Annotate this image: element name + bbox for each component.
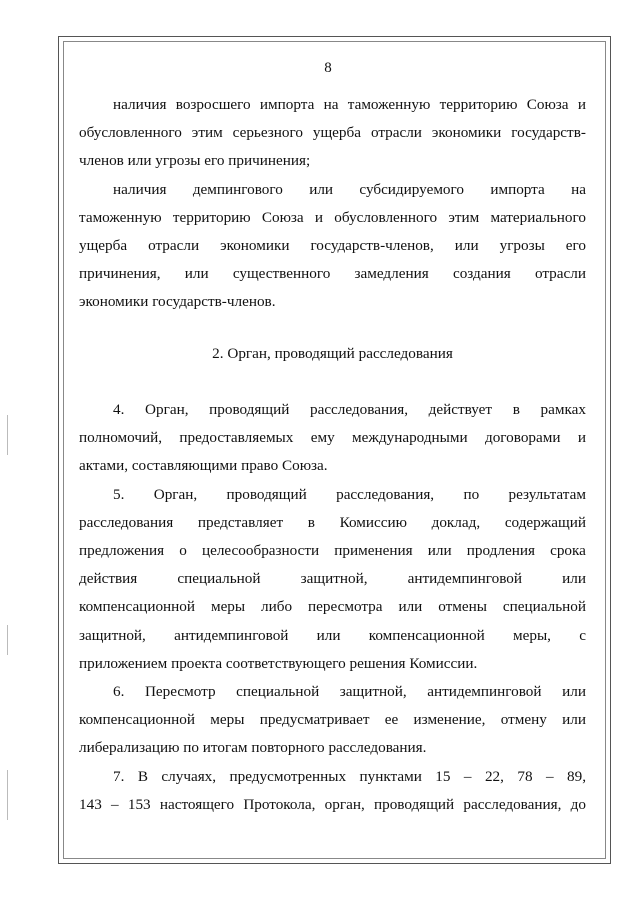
text-line: действия специальной защитной, антидемпинговой или: [79, 570, 586, 587]
text-line: причинения, или существенного замедления создания отрасли: [79, 265, 586, 282]
section-heading: 2. Орган, проводящий расследования: [212, 345, 453, 362]
text-line: расследования представляет в Комиссию доклад, содержащий: [79, 514, 586, 531]
margin-mark: [7, 415, 8, 455]
text-line: экономики государств-членов.: [79, 293, 276, 310]
text-line: 5. Орган, проводящий расследования, по результатам: [113, 486, 586, 503]
text-line: полномочий, предоставляемых ему международными договорами и: [79, 429, 586, 446]
text-line: предложения о целесообразности применения или продления срока: [79, 542, 586, 559]
text-line: 6. Пересмотр специальной защитной, антидемпинговой или: [113, 683, 586, 700]
margin-mark: [7, 770, 8, 820]
text-line: обусловленного этим серьезного ущерба отрасли экономики государств-: [79, 124, 586, 141]
text-line: наличия демпингового или субсидируемого импорта на: [113, 181, 586, 198]
text-line: 143 – 153 настоящего Протокола, орган, проводящий расследования, до: [79, 796, 586, 813]
text-line: компенсационной меры либо пересмотра или отмены специальной: [79, 598, 586, 615]
text-line: приложением проекта соответствующего решения Комиссии.: [79, 655, 478, 672]
text-line: 7. В случаях, предусмотренных пунктами 15 – 22, 78 – 89,: [113, 768, 586, 785]
text-line: защитной, антидемпинговой или компенсационной меры, с: [79, 627, 586, 644]
text-line: таможенную территорию Союза и обусловленного этим материального: [79, 209, 586, 226]
text-line: компенсационной меры предусматривает ее изменение, отмену или: [79, 711, 586, 728]
page-number: 8: [324, 60, 332, 76]
text-line: либерализацию по итогам повторного расследования.: [79, 739, 427, 756]
margin-mark: [7, 625, 8, 655]
text-line: наличия возросшего импорта на таможенную территорию Союза и: [113, 96, 586, 113]
text-line: ущерба отрасли экономики государств-членов, или угрозы его: [79, 237, 586, 254]
text-line: 4. Орган, проводящий расследования, действует в рамках: [113, 401, 586, 418]
text-line: членов или угрозы его причинения;: [79, 152, 311, 169]
text-line: актами, составляющими право Союза.: [79, 457, 328, 474]
